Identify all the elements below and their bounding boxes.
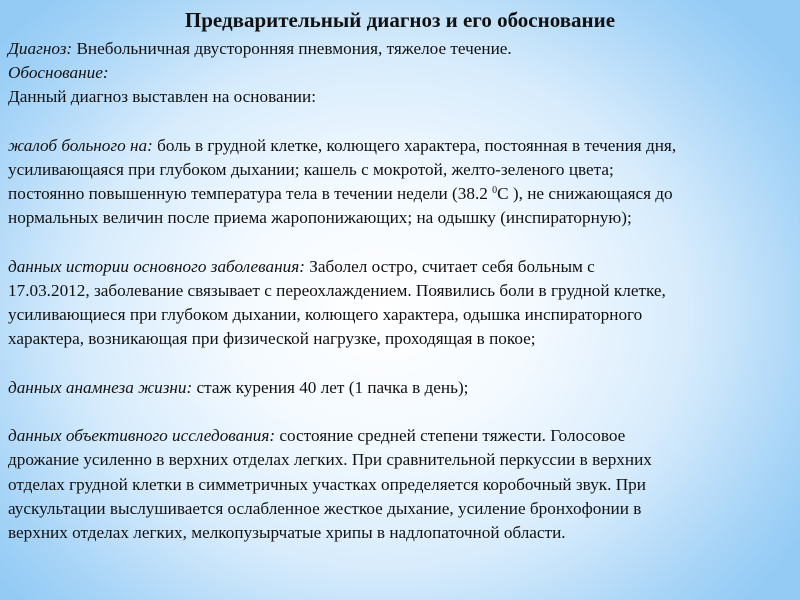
history-line-4: характера, возникающая при физической нагрузке, проходящая в покое;	[8, 329, 536, 349]
objective-line-1	[8, 424, 796, 448]
history-line-1	[8, 255, 796, 279]
complaints-label: жалоб больного на:	[8, 135, 153, 155]
complaints-line-4: нормальных величин после приема жаропонижающих; на одышку (инспираторную);	[8, 208, 632, 228]
slide-title: Предварительный диагноз и его обоснование	[184, 8, 616, 32]
degree-superscript: 0	[492, 185, 498, 197]
complaints-line-2: усиливающаяся при глубоком дыхании; кашель с мокротой, желто-зеленого цвета;	[8, 160, 614, 179]
history-label: данных истории основного заболевания:	[8, 256, 305, 276]
spacer	[8, 400, 796, 424]
anamnesis-line	[8, 376, 796, 400]
objective-label: данных объективного исследования:	[8, 426, 276, 446]
objective-line-3: отделах грудной клетки в симметричных участках определяется коробочный звук. При	[8, 474, 646, 494]
complaints-text: боль в грудной клетке, колющего характера, постоянная в течения дня,	[152, 135, 677, 155]
history-line-2: 17.03.2012, заболевание связывает с переохлаждением. Появились боли в грудной клетке,	[8, 281, 666, 300]
anamnesis-text: стаж курения 40 лет (1 пачка в день);	[192, 377, 469, 397]
temperature-prefix: постоянно повышенную температура тела в течении недели (38.2	[8, 184, 493, 204]
temperature-suffix: С ), не снижающаяся до	[497, 184, 673, 204]
diagnosis-text: Внебольничная двусторонняя пневмония, тяжелое течение.	[72, 39, 512, 58]
justification-label: Обоснование:	[8, 63, 109, 83]
spacer	[8, 231, 796, 255]
diagnosis-label: Диагноз:	[8, 39, 73, 58]
anamnesis-label: данных анамнеза жизни:	[8, 377, 193, 397]
objective-text: состояние средней степени тяжести. Голосовое	[275, 426, 626, 446]
diagnosis-line	[8, 37, 796, 61]
spacer	[8, 110, 796, 134]
objective-line-4: аускультации выслушивается ослабленное жесткое дыхание, усиление бронхофонии в	[8, 498, 642, 518]
objective-line-5: верхних отделах легких, мелкопузырчатые хрипы в надлопаточной области.	[8, 523, 566, 542]
intro-text: Данный диагноз выставлен на основании:	[8, 87, 316, 107]
history-text: Заболел остро, считает себя больным с	[304, 256, 595, 276]
history-line-3: усиливающиеся при глубоком дыхании, колющего характера, одышка инспираторного	[8, 305, 643, 325]
complaints-line-3	[8, 182, 796, 206]
spacer	[8, 352, 796, 376]
complaints-line-1	[8, 134, 796, 158]
slide-body	[8, 37, 796, 545]
objective-line-2: дрожание усиленно в верхних отделах легких. При сравнительной перкуссии в верхних	[8, 450, 652, 470]
